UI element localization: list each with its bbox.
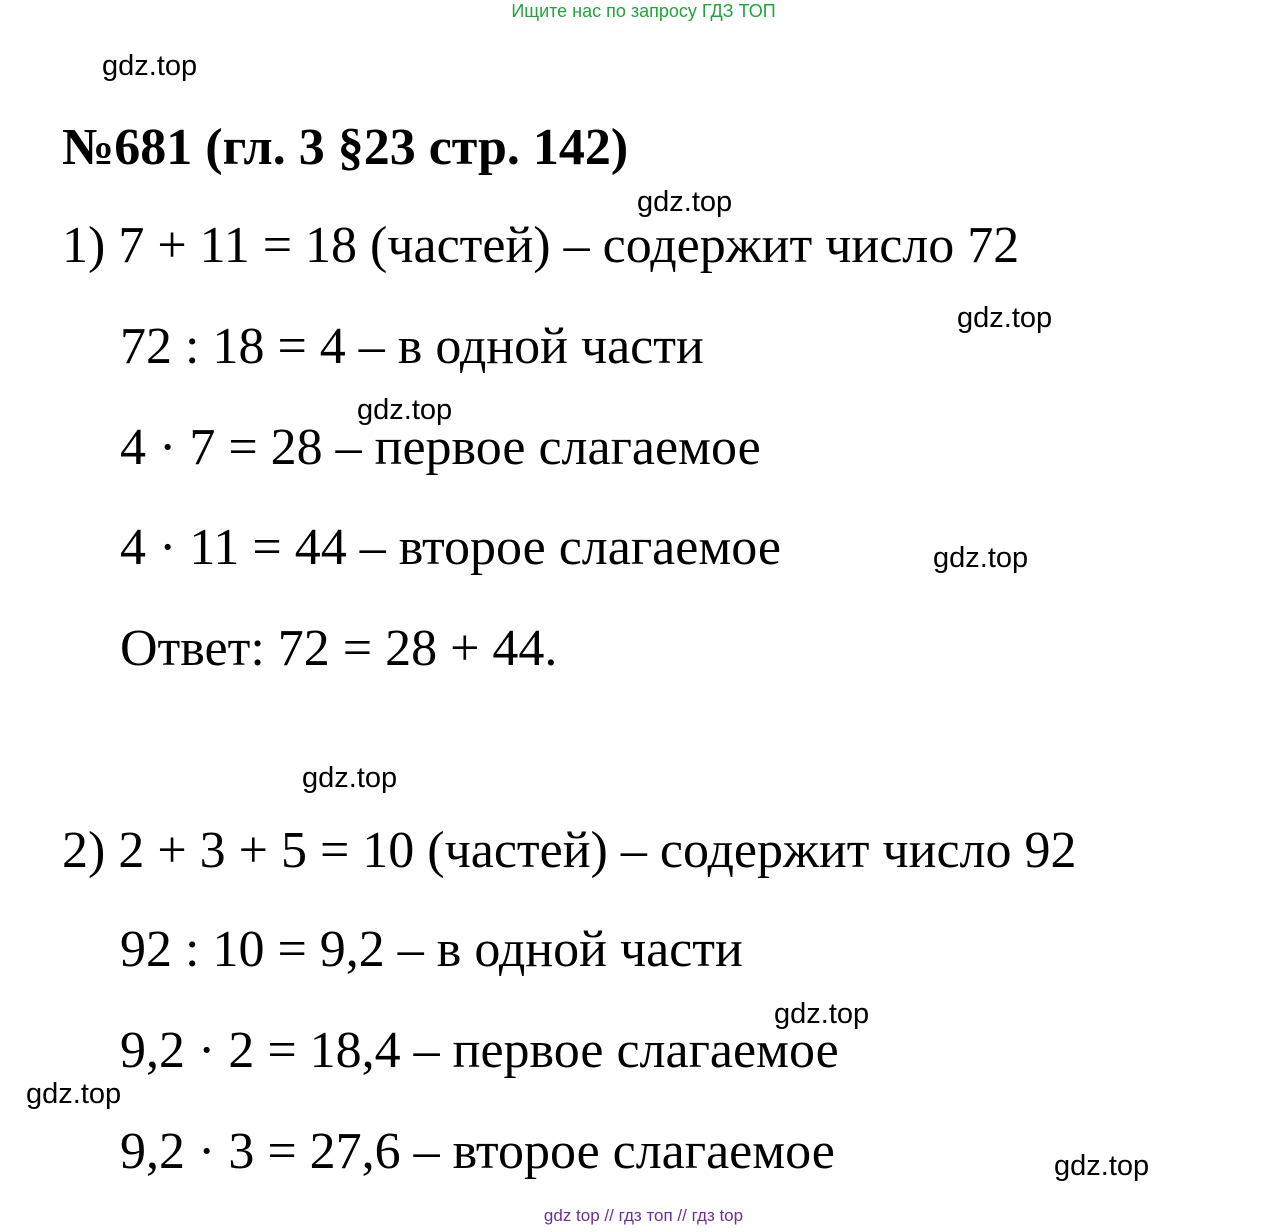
watermark: gdz.top <box>774 998 870 1030</box>
part2-line3: 9,2 · 2 = 18,4 – первое слагаемое <box>120 1022 839 1079</box>
problem-title: №681 (гл. 3 §23 стр. 142) <box>62 119 629 176</box>
part1-answer: Ответ: 72 = 28 + 44. <box>120 620 558 677</box>
part2-line1: 2) 2 + 3 + 5 = 10 (частей) – содержит число 92 <box>62 822 1077 879</box>
part2-line4: 9,2 · 3 = 27,6 – второе слагаемое <box>120 1123 835 1180</box>
footer-links: gdz top // гдз топ // гдз top <box>543 1206 744 1225</box>
watermark: gdz.top <box>357 394 453 426</box>
watermark: gdz.top <box>302 762 398 794</box>
watermark: gdz.top <box>637 186 733 218</box>
watermark: gdz.top <box>933 542 1029 574</box>
part1-line2: 72 : 18 = 4 – в одной части <box>120 318 704 375</box>
watermark: gdz.top <box>26 1078 122 1110</box>
search-banner: Ищите нас по запросу ГДЗ ТОП <box>511 1 776 21</box>
part1-line1: 1) 7 + 11 = 18 (частей) – содержит число 72 <box>62 217 1020 274</box>
watermark: gdz.top <box>1054 1150 1150 1182</box>
watermark: gdz.top <box>957 302 1053 334</box>
part1-line4: 4 · 11 = 44 – второе слагаемое <box>120 519 781 576</box>
part1-line3: 4 · 7 = 28 – первое слагаемое <box>120 419 761 476</box>
part2-line2: 92 : 10 = 9,2 – в одной части <box>120 921 743 978</box>
watermark: gdz.top <box>102 50 198 82</box>
